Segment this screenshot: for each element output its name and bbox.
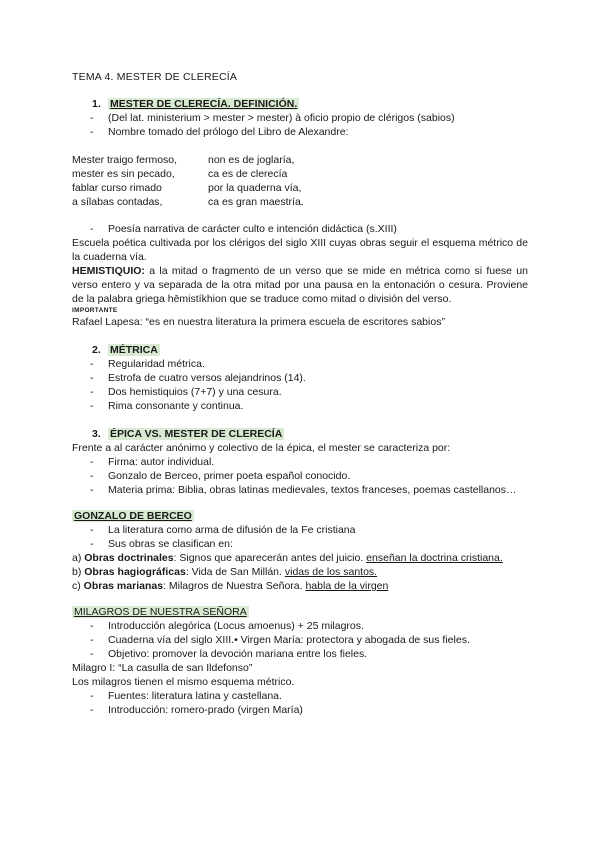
list-item: - Introducción: romero-prado (virgen María) <box>72 703 528 717</box>
definition-paragraph: Escuela poética cultivada por los clérigos del siglo XIII cuyas obras seguir el esquema métrico de la cuaderna vía. <box>72 237 528 263</box>
obras-doctrinales: a) Obras doctrinales: Signos que aparecerán antes del juicio. enseñan la doctrina cristiana. <box>72 552 503 564</box>
obras-doctrinales-label: Obras doctrinales <box>84 552 174 564</box>
poem-second-half: ca es gran maestría. <box>208 196 304 208</box>
list-item: - Poesía narrativa de carácter culto e intención didáctica (s.XIII) <box>72 222 528 236</box>
list-item: - Materia prima: Biblia, obras latinas medievales, textos franceses, poemas castellanos… <box>72 483 528 497</box>
poem-first-half: fablar curso rimado <box>72 182 162 194</box>
poem-first-half: Mester traigo fermoso, <box>72 154 178 166</box>
document-title: TEMA 4. MESTER DE CLERECÍA <box>72 71 238 83</box>
section-2-list <box>72 357 528 413</box>
document-page <box>72 70 528 717</box>
list-item: - Estrofa de cuatro versos alejandrinos (14). <box>72 371 528 385</box>
list-item: - Introducción alegórica (Locus amoenus) + 25 milagros. <box>72 619 528 633</box>
list-item: - Sus obras se clasifican en: <box>72 537 528 551</box>
esquema-metrico: Los milagros tienen el mismo esquema métrico. <box>72 676 295 688</box>
obras-marianas-note: habla de la virgen <box>305 580 389 592</box>
obras-hagiograficas: b) Obras hagiográficas: Vida de San Millán. vidas de los santos. <box>72 566 378 578</box>
obras-hagiograficas-note: vidas de los santos. <box>284 566 378 578</box>
section-1-list <box>72 111 528 139</box>
list-item: - Rima consonante y continua. <box>72 399 528 413</box>
hemistiquio-label: HEMISTIQUIO: <box>72 265 145 277</box>
poem-first-half: a sílabas contadas, <box>72 196 163 208</box>
obras-marianas-label: Obras marianas <box>83 580 164 592</box>
list-item: - Gonzalo de Berceo, primer poeta español conocido. <box>72 469 528 483</box>
section-1-title: MESTER DE CLERECÍA. DEFINICIÓN. <box>110 98 298 110</box>
poem-line <box>72 181 528 195</box>
section-2-number: 2. <box>92 344 101 356</box>
lapesa-quote: Rafael Lapesa: “es en nuestra literatura la primera escuela de escritores sabios” <box>72 316 445 328</box>
list-item: - Dos hemistiquios (7+7) y una cesura. <box>72 385 528 399</box>
list-item: - Objetivo: promover la devoción mariana entre los fieles. <box>72 647 528 661</box>
poem-line <box>72 167 528 181</box>
milagros-list-2 <box>72 689 528 717</box>
list-item: - Regularidad métrica. <box>72 357 528 371</box>
poem-first-half: mester es sin pecado, <box>72 168 175 180</box>
list-item: - La literatura como arma de difusión de la Fe cristiana <box>72 523 528 537</box>
poem-second-half: por la quaderna vía, <box>208 182 302 194</box>
hemistiquio-paragraph <box>72 264 528 306</box>
obras-marianas: c) Obras marianas: Milagros de Nuestra Señora. habla de la virgen <box>72 580 389 592</box>
section-1-number: 1. <box>92 98 101 110</box>
milagros-heading: MILAGROS DE NUESTRA SEÑORA <box>74 606 247 618</box>
milagros-heading-line <box>72 605 528 619</box>
alexandre-poem <box>72 153 528 209</box>
section-3-list <box>72 455 528 497</box>
milagros-list <box>72 619 528 661</box>
section-2-title: MÉTRICA <box>110 344 158 356</box>
list-item: - Nombre tomado del prólogo del Libro de Alexandre: <box>72 125 528 139</box>
list-item: - Fuentes: literatura latina y castellana. <box>72 689 528 703</box>
section-3-heading <box>72 427 528 441</box>
poem-second-half: non es de joglaría, <box>208 154 295 166</box>
hemistiquio-text: a la mitad o fragmento de un verso que se mide en métrica como si fuese un verso entero y va separada de la otra mitad por una pausa en la entonación o cesura. Proviene de la palabra griega hēmistíkhion que se traduce como mitad o división del verso. <box>72 265 528 305</box>
importante-label: IMPORTANTE <box>72 307 118 314</box>
section-3-number: 3. <box>92 428 101 440</box>
milagro-1: Milagro I: “La casulla de san Ildefonso” <box>72 662 253 674</box>
section-2-heading <box>72 343 528 357</box>
list-item: - (Del lat. ministerium > mester > mester) à oficio propio de clérigos (sabios) <box>72 111 528 125</box>
poem-second-half: ca es de clerecía <box>208 168 288 180</box>
obras-hagiograficas-label: Obras hagiográficas <box>84 566 186 578</box>
poem-line <box>72 195 528 209</box>
berceo-list <box>72 523 528 551</box>
obras-doctrinales-note: enseñan la doctrina cristiana. <box>366 552 503 564</box>
section-3-title: ÉPICA VS. MESTER DE CLERECÍA <box>110 428 283 440</box>
list-item: - Cuaderna vía del siglo XIII.• Virgen María: protectora y abogada de sus fieles. <box>72 633 528 647</box>
section-1-list-2 <box>72 222 528 236</box>
berceo-heading: GONZALO DE BERCEO <box>74 510 192 522</box>
section-3-intro: Frente a al carácter anónimo y colectivo de la épica, el mester se caracteriza por: <box>72 442 451 454</box>
berceo-heading-line <box>72 509 528 523</box>
list-item: - Firma: autor individual. <box>72 455 528 469</box>
section-1-heading <box>72 97 528 111</box>
poem-line <box>72 153 528 167</box>
